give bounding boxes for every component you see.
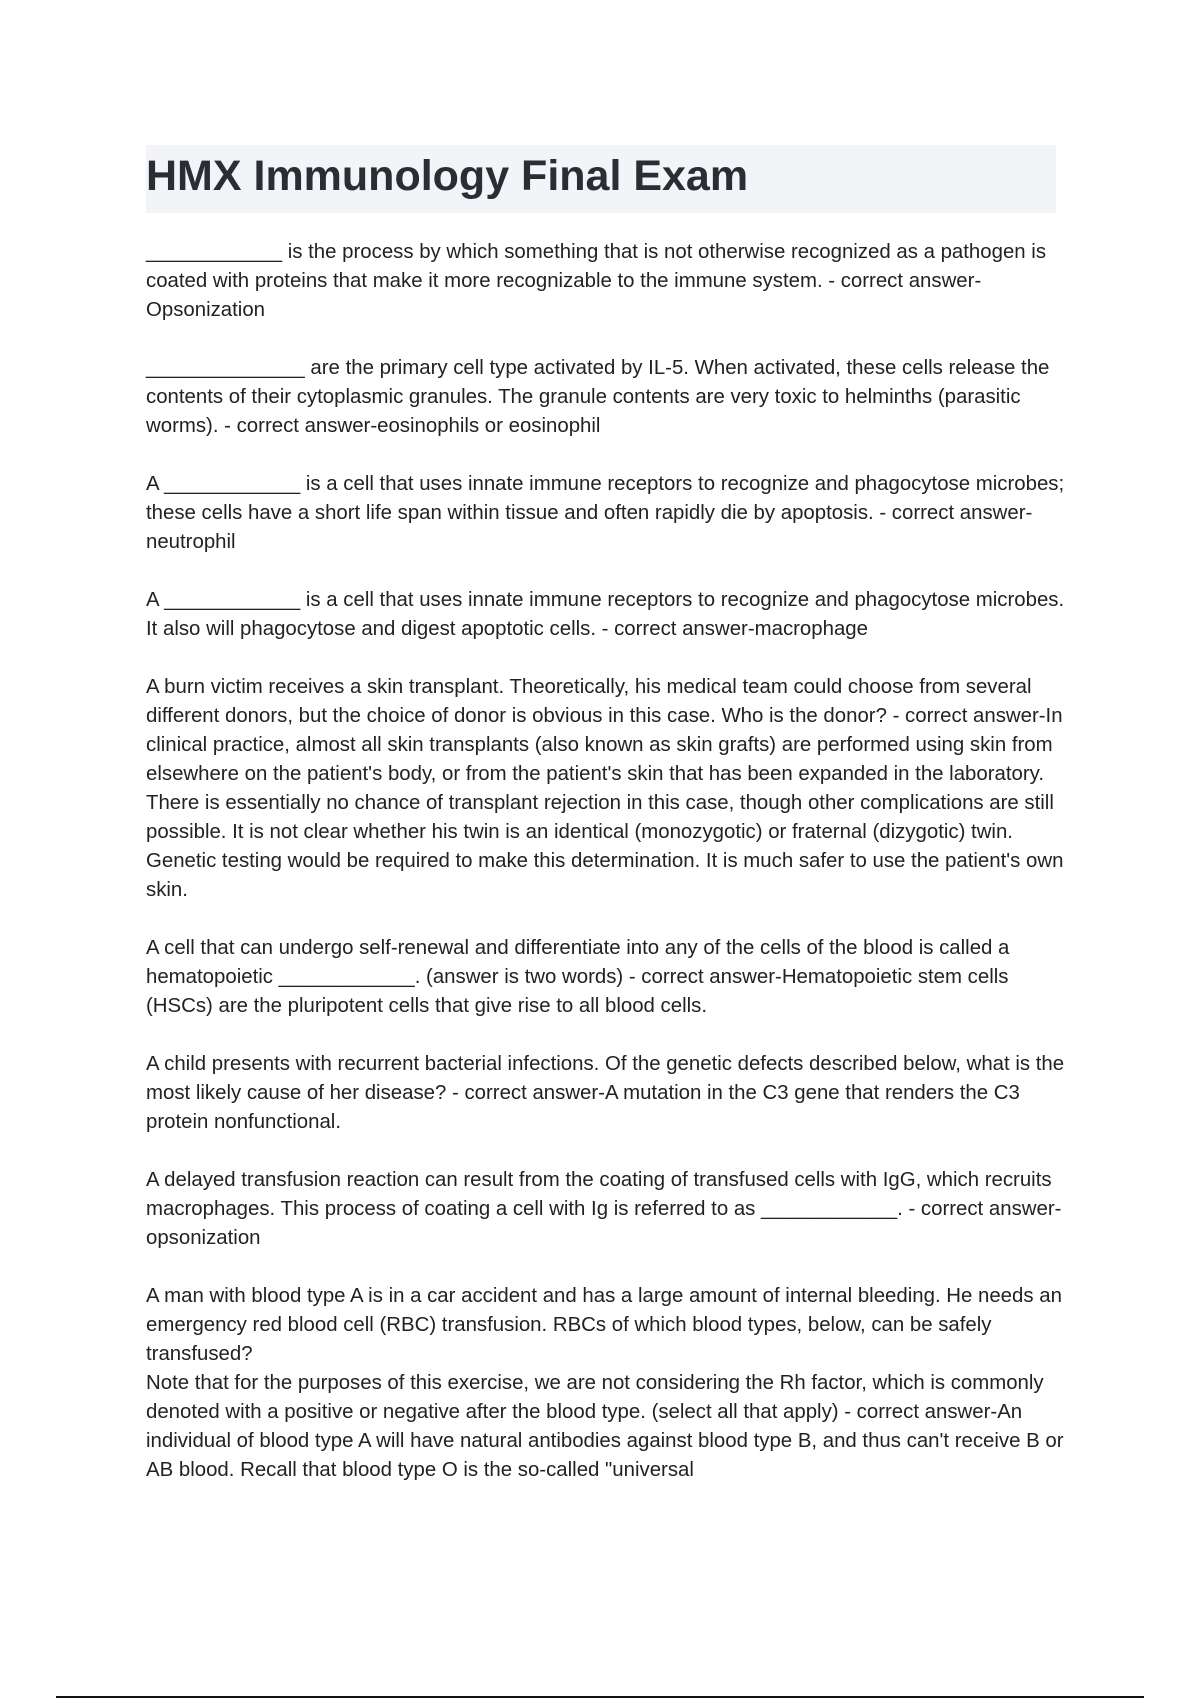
document-title: HMX Immunology Final Exam — [146, 152, 749, 200]
question-item — [146, 1050, 1066, 1137]
question-text: ______________ are the primary cell type activated by IL-5. When activated, these cells release the contents of their cytoplasmic granules. The granule contents are very toxic to helminths (parasitic worms). - correct answer-eosinophils or eosinophil — [146, 357, 1050, 437]
question-list — [146, 238, 1066, 1514]
question-text: A burn victim receives a skin transplant. Theoretically, his medical team could choose from several different donors, but the choice of donor is obvious in this case. Who is the donor? - correct answer-In clinical practice, almost all skin transplants (also known as skin grafts) are performed using skin from elsewhere on the patient's body, or from the patient's skin that has been expanded in the laboratory. There is essentially no chance of transplant rejection in this case, though other complications are still possible. It is not clear whether his twin is an identical (monozygotic) or fraternal (dizygotic) twin. Genetic testing would be required to make this determination. It is much safer to use the patient's own skin. — [146, 676, 1064, 901]
question-item — [146, 470, 1066, 557]
question-item — [146, 354, 1066, 441]
footer-divider — [56, 1696, 1144, 1698]
question-note: Note that for the purposes of this exercise, we are not considering the Rh factor, which is commonly denoted with a positive or negative after the blood type. (select all that apply) - correct answer-An individual of blood type A will have natural antibodies against blood type B, and thus can't receive B or AB blood. Recall that blood type O is the so-called "universal — [146, 1372, 1064, 1481]
question-text: A cell that can undergo self-renewal and differentiate into any of the cells of the blood is called a hematopoietic ____________. (answer is two words) - correct answer-Hematopoietic stem cells (HSCs) are the pluripotent cells that give rise to all blood cells. — [146, 937, 1010, 1017]
question-item — [146, 1166, 1066, 1253]
question-item — [146, 1282, 1066, 1485]
question-item — [146, 934, 1066, 1021]
question-item — [146, 673, 1066, 905]
question-text: A ____________ is a cell that uses innate immune receptors to recognize and phagocytose microbes; these cells have a short life span within tissue and often rapidly die by apoptosis. - correct answer-neutrophil — [146, 473, 1065, 553]
title-bar — [146, 145, 1056, 213]
question-text: A ____________ is a cell that uses innate immune receptors to recognize and phagocytose microbes. It also will phagocytose and digest apoptotic cells. - correct answer-macrophage — [146, 589, 1065, 640]
question-text: A man with blood type A is in a car accident and has a large amount of internal bleeding. He needs an emergency red blood cell (RBC) transfusion. RBCs of which blood types, below, can be safely transfused? — [146, 1285, 1062, 1365]
question-text: A delayed transfusion reaction can result from the coating of transfused cells with IgG, which recruits macrophages. This process of coating a cell with Ig is referred to as ____________. - correct answer-opsonization — [146, 1169, 1062, 1249]
question-item — [146, 586, 1066, 644]
question-text: ____________ is the process by which something that is not otherwise recognized as a pathogen is coated with proteins that make it more recognizable to the immune system. - correct answer-Opsonization — [146, 241, 1047, 321]
question-text: A child presents with recurrent bacterial infections. Of the genetic defects described below, what is the most likely cause of her disease? - correct answer-A mutation in the C3 gene that renders the C3 protein nonfunctional. — [146, 1053, 1065, 1133]
question-item — [146, 238, 1066, 325]
